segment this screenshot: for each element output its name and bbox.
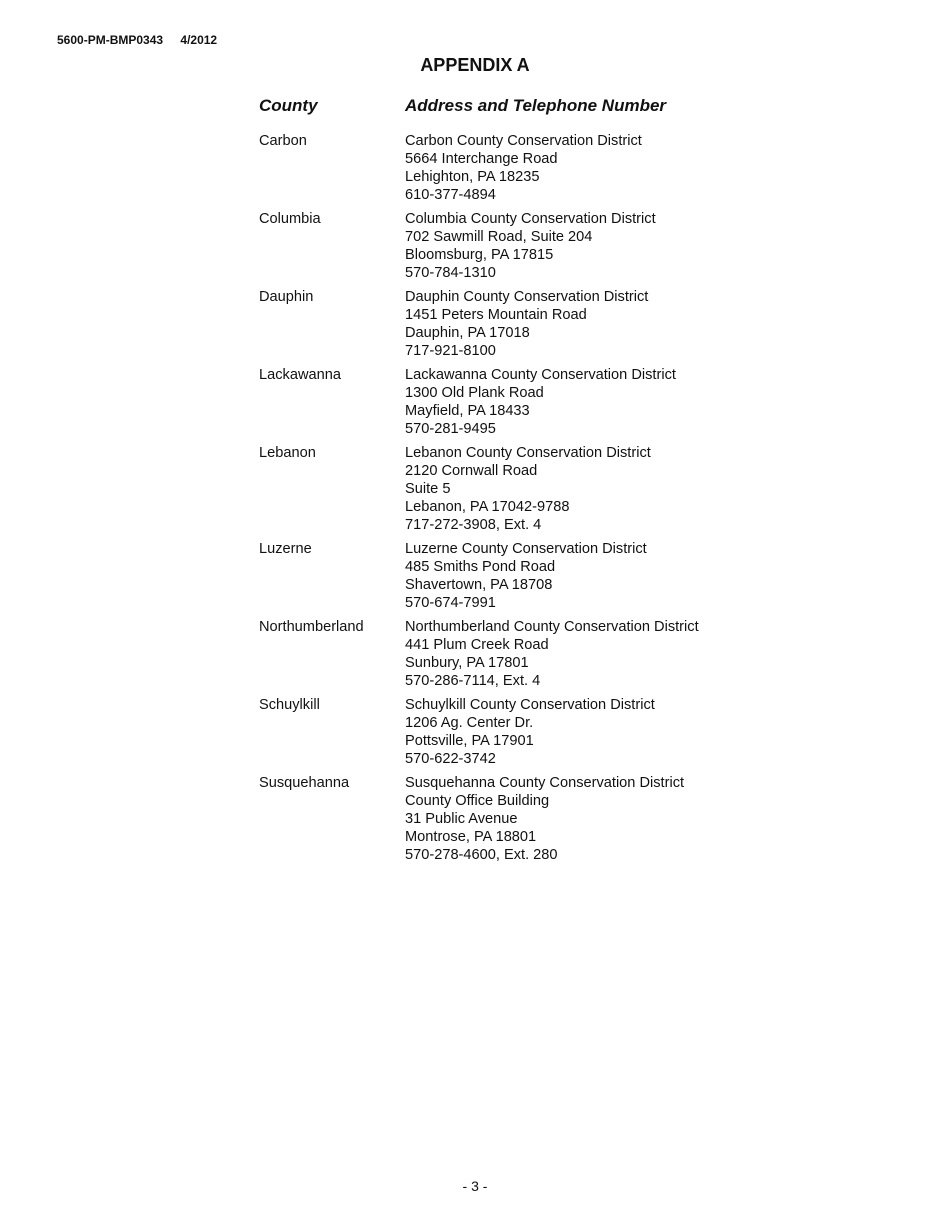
address-block [405, 366, 779, 438]
table-row [259, 444, 779, 534]
address-line: 570-622-3742 [405, 751, 496, 767]
address-line: Shavertown, PA 18708 [405, 577, 553, 593]
address-line: 1300 Old Plank Road [405, 385, 544, 401]
table-row [259, 288, 779, 360]
table-row [259, 540, 779, 612]
address-line: 441 Plum Creek Road [405, 637, 549, 653]
table-row [259, 132, 779, 204]
address-line: Dauphin County Conservation District [405, 289, 649, 305]
county-address-table [259, 96, 779, 870]
address-line: 31 Public Avenue [405, 811, 518, 827]
address-block [405, 540, 779, 612]
document-header [57, 33, 231, 47]
address-line: 717-272-3908, Ext. 4 [405, 517, 542, 533]
table-body [259, 132, 779, 864]
address-line: Susquehanna County Conservation District [405, 775, 685, 791]
address-line: 5664 Interchange Road [405, 151, 558, 167]
county-name: Lebanon [259, 445, 316, 461]
column-header-address: Address and Telephone Number [405, 96, 667, 115]
address-line: Dauphin, PA 17018 [405, 325, 530, 341]
address-line: 702 Sawmill Road, Suite 204 [405, 229, 593, 245]
address-line: Bloomsburg, PA 17815 [405, 247, 554, 263]
table-row [259, 366, 779, 438]
address-block [405, 774, 779, 864]
address-line: Northumberland County Conservation District [405, 619, 699, 635]
column-header-county: County [259, 96, 318, 115]
address-block [405, 132, 779, 204]
table-row [259, 210, 779, 282]
address-line: Pottsville, PA 17901 [405, 733, 534, 749]
address-line: Montrose, PA 18801 [405, 829, 537, 845]
address-line: 717-921-8100 [405, 343, 496, 359]
address-line: 570-674-7991 [405, 595, 496, 611]
table-header [259, 96, 779, 132]
address-line: 570-281-9495 [405, 421, 496, 437]
address-line: 570-784-1310 [405, 265, 496, 281]
doc-date: 4/2012 [180, 33, 218, 47]
page-title: APPENDIX A [420, 55, 530, 75]
address-line: 570-286-7114, Ext. 4 [405, 673, 541, 689]
address-line: Mayfield, PA 18433 [405, 403, 530, 419]
table-row [259, 696, 779, 768]
address-line: 1206 Ag. Center Dr. [405, 715, 534, 731]
county-name: Lackawanna [259, 367, 341, 383]
address-line: County Office Building [405, 793, 550, 809]
address-line: Luzerne County Conservation District [405, 541, 647, 557]
address-line: 485 Smiths Pond Road [405, 559, 556, 575]
doc-code: 5600-PM-BMP0343 [57, 33, 164, 47]
county-name: Carbon [259, 133, 307, 149]
address-line: Suite 5 [405, 481, 451, 497]
address-line: Lebanon, PA 17042-9788 [405, 499, 570, 515]
table-row [259, 774, 779, 864]
address-line: Columbia County Conservation District [405, 211, 656, 227]
address-block [405, 288, 779, 360]
address-line: Lehighton, PA 18235 [405, 169, 540, 185]
address-line: 570-278-4600, Ext. 280 [405, 847, 558, 863]
address-line: 610-377-4894 [405, 187, 496, 203]
address-block [405, 696, 779, 768]
county-name: Columbia [259, 211, 321, 227]
address-line: Lackawanna County Conservation District [405, 367, 676, 383]
address-block [405, 444, 779, 534]
address-line: Carbon County Conservation District [405, 133, 642, 149]
table-row [259, 618, 779, 690]
address-line: Sunbury, PA 17801 [405, 655, 529, 671]
county-name: Schuylkill [259, 697, 320, 713]
address-line: Schuylkill County Conservation District [405, 697, 655, 713]
address-block [405, 618, 779, 690]
address-block [405, 210, 779, 282]
county-name: Susquehanna [259, 775, 350, 791]
county-name: Luzerne [259, 541, 312, 557]
address-line: 1451 Peters Mountain Road [405, 307, 587, 323]
address-line: Lebanon County Conservation District [405, 445, 651, 461]
address-line: 2120 Cornwall Road [405, 463, 538, 479]
county-name: Dauphin [259, 289, 314, 305]
county-name: Northumberland [259, 619, 364, 635]
page-number: - 3 - [462, 1178, 488, 1194]
